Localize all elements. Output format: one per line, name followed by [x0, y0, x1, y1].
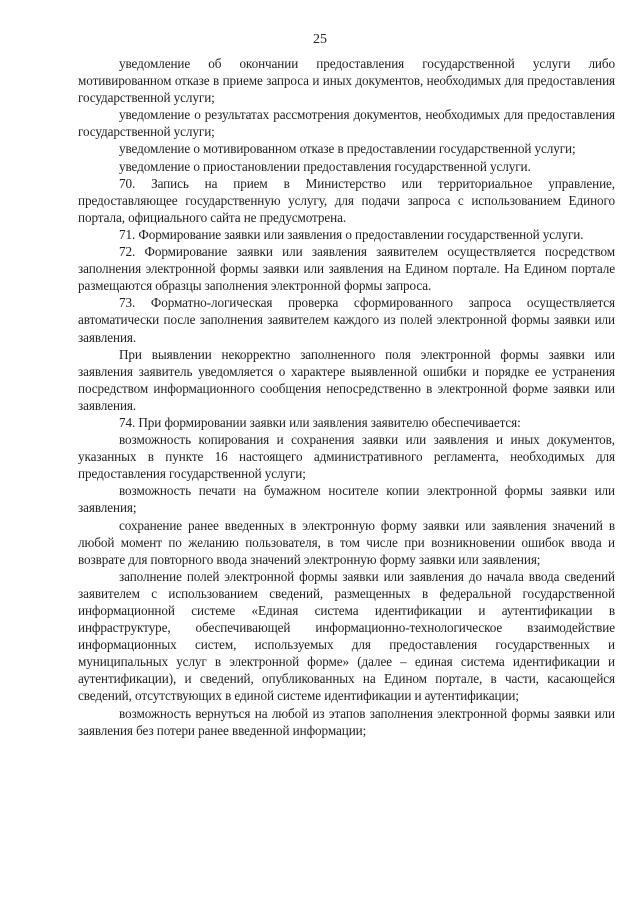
paragraph: возможность вернуться на любой из этапов заполнения электронной формы заявки или заявления без потери ранее введенной информации;	[78, 705, 615, 738]
paragraph: возможность копирования и сохранения заявки или заявления и иных документов, указанных в пункте 16 настоящего административного регламента, необходимых для предоставления государственной услуги;	[78, 432, 615, 482]
document-body	[78, 55, 615, 739]
paragraph: 71. Формирование заявки или заявления о предоставлении государственной услуги.	[119, 226, 584, 242]
page-number: 25	[313, 32, 327, 47]
paragraph: 72. Формирование заявки или заявления заявителем осуществляется посредством заполнения электронной формы заявки или заявления на Едином портале. На Едином портале размещаются образцы заполнения электронной формы запроса.	[78, 244, 615, 294]
paragraph: При выявлении некорректно заполненного поля электронной формы заявки или заявления заявитель уведомляется о характере выявленной ошибки и порядке ее устранения посредством информационного сообщения непосредственно в электронной форме заявки или заявления.	[78, 346, 615, 413]
paragraph: заполнение полей электронной формы заявки или заявления до начала ввода сведений заявителем с использованием сведений, размещенных в федеральной государственной информационной системе «Единая система идентификации и аутентификации в инфраструктуре, обеспечивающей информационно-технологическое взаимодействие информационных систем, используемых для предоставления государственных и муниципальных услуг в электронной форме» (далее – единая система идентификации и аутентификации), и сведений, опубликованных на Едином портале, в части, касающейся сведений, отсутствующих в единой системе идентификации и аутентификации;	[78, 568, 615, 704]
paragraph: уведомление о результатах рассмотрения документов, необходимых для предоставления государственной услуги;	[78, 107, 615, 140]
paragraph: 73. Форматно-логическая проверка сформированного запроса осуществляется автоматически после заполнения заявителем каждого из полей электронной формы заявки или заявления.	[78, 295, 615, 345]
paragraph: уведомление о мотивированном отказе в предоставлении государственной услуги;	[119, 141, 576, 157]
paragraph: уведомление о приостановлении предоставления государственной услуги.	[119, 158, 531, 174]
paragraph: 70. Запись на прием в Министерство или территориальное управление, предоставляющее государственную услугу, для подачи запроса с использованием Единого портала, официального сайта не предусмотрена.	[78, 175, 615, 225]
paragraph: 74. При формировании заявки или заявления заявителю обеспечивается:	[119, 414, 521, 430]
paragraph: возможность печати на бумажном носителе копии электронной формы заявки или заявления;	[78, 483, 615, 516]
paragraph: сохранение ранее введенных в электронную форму заявки или заявления значений в любой момент по желанию пользователя, в том числе при возникновении ошибок ввода и возврате для повторного ввода значений электронную форму заявки или заявления;	[78, 517, 615, 567]
paragraph: уведомление об окончании предоставления государственной услуги либо мотивированном отказе в приеме запроса и иных документов, необходимых для предоставления государственной услуги;	[78, 56, 615, 106]
